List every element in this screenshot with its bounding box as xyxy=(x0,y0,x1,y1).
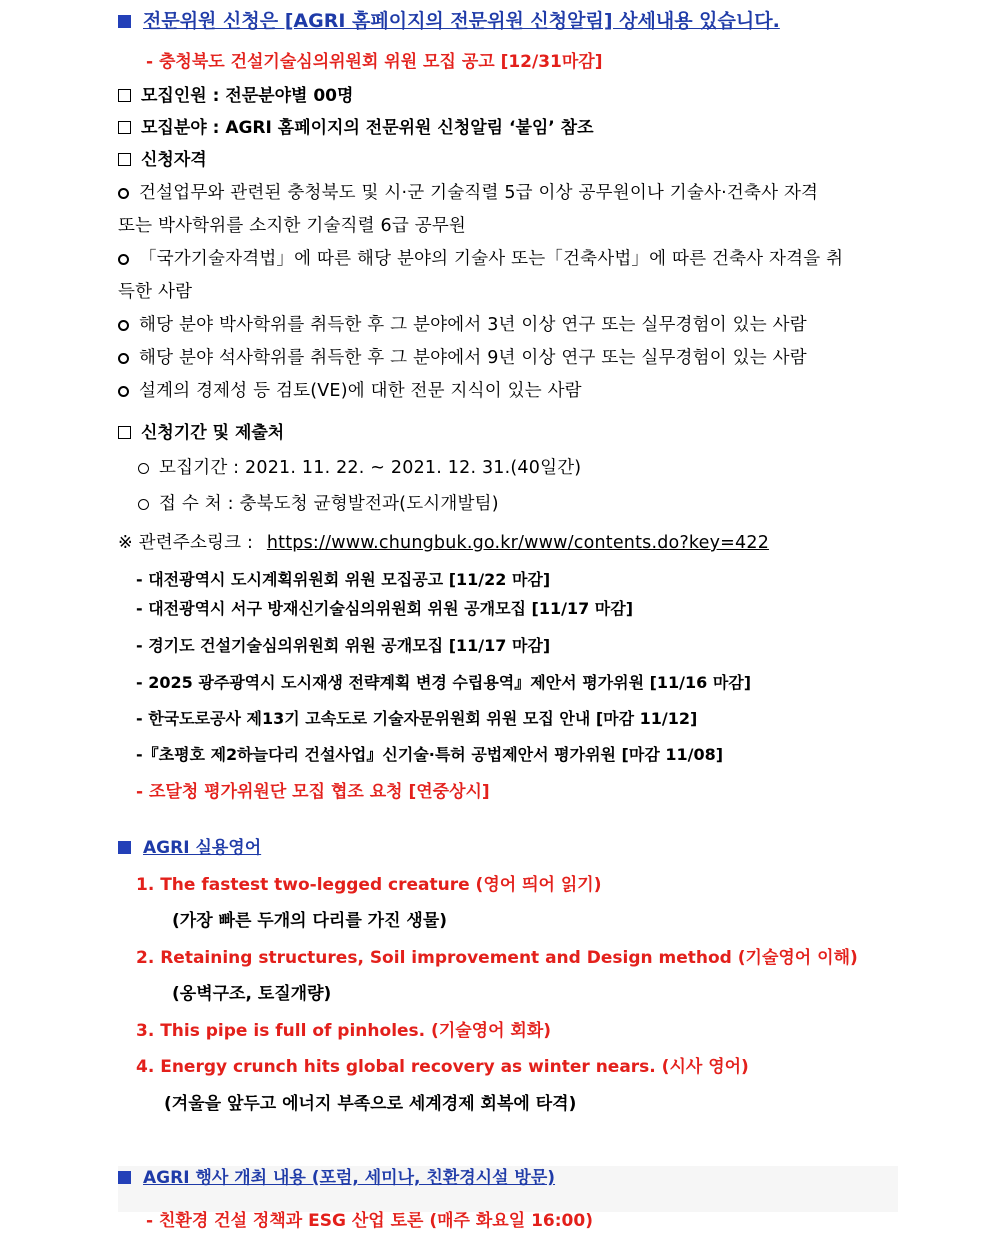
period-line: 모집기간 : 2021. 11. 22. ~ 2021. 12. 31.(40일간) xyxy=(138,458,581,479)
qualification-3: 해당 분야 박사학위를 취득한 후 그 분야에서 3년 이상 연구 또는 실무경험이 있는 사람 xyxy=(118,315,807,336)
circle-bullet-icon xyxy=(118,320,129,331)
notice-line: - 충청북도 건설기술심의위원회 위원 모집 공고 [12/31마감] xyxy=(146,52,603,72)
checkbox-square-icon xyxy=(118,426,131,439)
section-title-expert: 전문위원 신청은 [AGRI 홈페이지의 전문위원 신청알림] 상세내용 있습니다. xyxy=(118,10,780,33)
related-link[interactable]: https://www.chungbuk.go.kr/www/contents.do?key=422 xyxy=(266,533,770,553)
english-item-2-sub: (옹벽구조, 토질개량) xyxy=(172,984,332,1004)
other-notice-6: -『초평호 제2하늘다리 건설사업』신기술·특허 공법제안서 평가위원 [마감 11/08] xyxy=(136,745,724,764)
qualification-1: 건설업무와 관련된 충청북도 및 시·군 기술직렬 5급 이상 공무원이나 기술사·건축사 자격 xyxy=(118,183,818,204)
circle-bullet-icon xyxy=(118,353,129,364)
qualification-4: 해당 분야 석사학위를 취득한 후 그 분야에서 9년 이상 연구 또는 실무경험이 있는 사람 xyxy=(118,348,807,369)
checkbox-square-icon xyxy=(118,89,131,102)
other-notice-7: - 조달청 평가위원단 모집 협조 요청 [연중상시] xyxy=(136,782,490,802)
circle-bullet-icon xyxy=(118,188,129,199)
english-item-4-sub: (겨울을 앞두고 에너지 부족으로 세계경제 회복에 타격) xyxy=(164,1094,577,1114)
square-bullet-icon xyxy=(118,15,131,28)
english-item-2: 2. Retaining structures, Soil improvement and Design method (기술영어 이해) xyxy=(136,948,858,968)
circle-bullet-icon xyxy=(118,254,129,265)
period-title: 신청기간 및 제출처 xyxy=(118,423,284,443)
recruit-count: 모집인원 : 전문분야별 00명 xyxy=(118,86,353,106)
square-bullet-icon xyxy=(118,841,131,854)
english-item-1-sub: (가장 빠른 두개의 다리를 가진 생물) xyxy=(172,911,448,931)
submit-line: 접 수 처 : 충북도청 균형발전과(도시개발팀) xyxy=(138,494,499,515)
checkbox-square-icon xyxy=(118,121,131,134)
event-item: - 친환경 건설 정책과 ESG 산업 토론 (매주 화요일 16:00) xyxy=(146,1211,593,1231)
other-notice-1: - 대전광역시 도시계획위원회 위원 모집공고 [11/22 마감] xyxy=(136,570,551,589)
section-title-events: AGRI 행사 개최 내용 (포럼, 세미나, 친환경시설 방문) xyxy=(118,1168,555,1188)
other-notice-2: - 대전광역시 서구 방재신기술심의위원회 위원 공개모집 [11/17 마감] xyxy=(136,599,634,618)
other-notice-4: - 2025 광주광역시 도시재생 전략계획 변경 수립용역』제안서 평가위원 [11/16 마감] xyxy=(136,673,752,692)
circle-bullet-icon xyxy=(118,386,129,397)
english-item-4: 4. Energy crunch hits global recovery as winter nears. (시사 영어) xyxy=(136,1057,749,1077)
square-bullet-icon xyxy=(118,1171,131,1184)
other-notice-5: - 한국도로공사 제13기 고속도로 기술자문위원회 위원 모집 안내 [마감 11/12] xyxy=(136,709,698,728)
section-title-english: AGRI 실용영어 xyxy=(118,838,261,858)
recruit-field: 모집분야 : AGRI 홈페이지의 전문위원 신청알림 ‘붙임’ 참조 xyxy=(118,118,594,138)
circle-bullet-icon xyxy=(138,463,149,474)
qualification-5: 설계의 경제성 등 검토(VE)에 대한 전문 지식이 있는 사람 xyxy=(118,381,582,402)
qualification-2-cont: 득한 사람 xyxy=(118,282,193,302)
qualification-1-cont: 또는 박사학위를 소지한 기술직렬 6급 공무원 xyxy=(118,216,467,236)
qualification-title: 신청자격 xyxy=(118,150,207,170)
checkbox-square-icon xyxy=(118,153,131,166)
english-item-3: 3. This pipe is full of pinholes. (기술영어 회화) xyxy=(136,1021,552,1041)
qualification-2: 「국가기술자격법」에 따른 해당 분야의 기술사 또는「건축사법」에 따른 건축사 자격을 취 xyxy=(118,249,843,270)
link-line: ※ 관련주소링크 : https://www.chungbuk.go.kr/www/contents.do?key=422 xyxy=(118,533,770,553)
other-notice-3: - 경기도 건설기술심의위원회 위원 공개모집 [11/17 마감] xyxy=(136,636,551,655)
english-item-1: 1. The fastest two-legged creature (영어 띄어 읽기) xyxy=(136,875,602,895)
circle-bullet-icon xyxy=(138,499,149,510)
